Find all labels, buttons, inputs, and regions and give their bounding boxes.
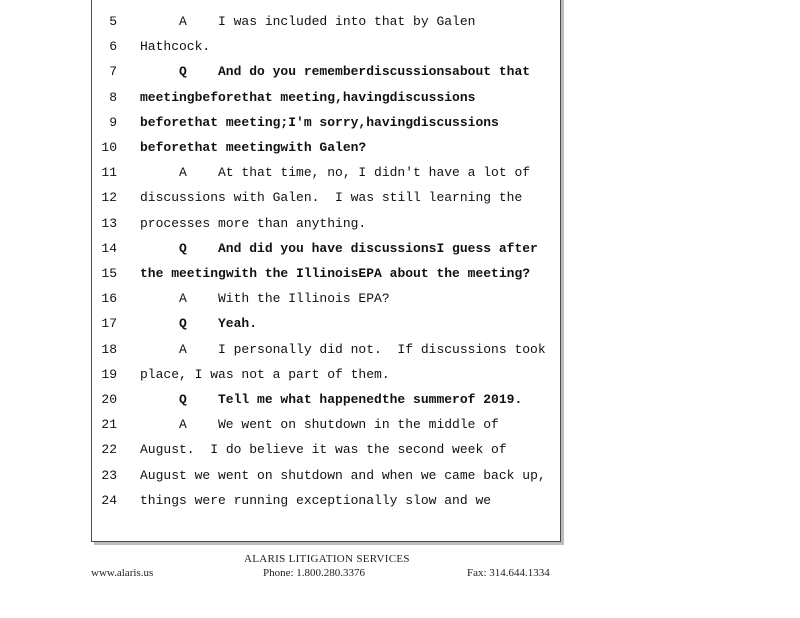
line-number: 15	[101, 266, 117, 281]
transcript-line	[92, 311, 560, 336]
answer-text: Hathcock.	[140, 39, 211, 55]
answer-text: place, I was not a part of them.	[140, 366, 390, 382]
question-text: beforethat meeting;I'm sorry,havingdiscussions	[140, 114, 499, 130]
answer-text: August we went on shutdown and when we came back up,	[140, 467, 546, 483]
answer-text: discussions with Galen. I was still learning the	[140, 190, 523, 206]
footer-company: ALARIS LITIGATION SERVICES	[244, 553, 410, 565]
question-text: Q And do you rememberdiscussionsabout that	[179, 64, 531, 80]
question-text: the meetingwith the IllinoisEPA about the meeting?	[140, 266, 531, 281]
answer-text: processes more than anything.	[140, 215, 367, 231]
transcript-line	[92, 488, 560, 513]
transcript-line	[92, 437, 560, 462]
answer-text: A I was included into that by Galen	[179, 14, 476, 29]
question-text: Q Yeah.	[179, 316, 258, 332]
transcript-line	[92, 412, 560, 437]
answer-text: A We went on shutdown in the middle of	[179, 417, 499, 433]
footer-fax: Fax: 314.644.1334	[467, 567, 550, 579]
line-number: 6	[109, 39, 117, 55]
line-number: 11	[101, 165, 117, 181]
line-number: 5	[109, 14, 117, 29]
line-number: 22	[101, 442, 117, 458]
transcript-line	[92, 135, 560, 160]
line-number: 13	[101, 215, 117, 231]
footer-website: www.alaris.us	[91, 567, 154, 579]
line-number: 17	[101, 316, 117, 332]
line-number: 12	[101, 190, 117, 206]
transcript-line	[92, 261, 560, 286]
line-number: 9	[109, 114, 117, 130]
transcript-line	[92, 337, 560, 362]
transcript-line	[92, 286, 560, 311]
transcript-line	[92, 59, 560, 84]
answer-text: A At that time, no, I didn't have a lot of	[179, 165, 531, 181]
transcript-line	[92, 236, 560, 261]
answer-text: A I personally did not. If discussions took	[179, 341, 546, 357]
transcript-line	[92, 34, 560, 59]
transcript-line	[92, 362, 560, 387]
footer-phone: Phone: 1.800.280.3376	[263, 567, 366, 579]
line-number: 19	[101, 366, 117, 382]
line-number: 24	[101, 492, 117, 508]
transcript-line	[92, 160, 560, 185]
line-number: 10	[101, 140, 117, 155]
question-text: beforethat meetingwith Galen?	[140, 140, 367, 155]
line-number: 20	[101, 392, 117, 407]
transcript-line	[92, 110, 560, 135]
page-footer	[91, 548, 561, 588]
question-text: Q And did you have discussionsI guess after	[179, 240, 538, 256]
transcript-page	[91, 0, 561, 542]
line-number: 8	[109, 89, 117, 105]
line-number: 14	[101, 240, 117, 256]
question-text: meetingbeforethat meeting,havingdiscussions	[140, 89, 476, 105]
line-number: 7	[109, 64, 117, 80]
answer-text: things were running exceptionally slow and we	[140, 492, 492, 508]
transcript-line	[92, 387, 560, 412]
transcript-line	[92, 85, 560, 110]
transcript-line	[92, 185, 560, 210]
answer-text: August. I do believe it was the second week of	[140, 442, 507, 458]
transcript-line	[92, 463, 560, 488]
line-number: 18	[101, 341, 117, 357]
line-number: 23	[101, 467, 117, 483]
transcript-line	[92, 211, 560, 236]
line-number: 16	[101, 291, 117, 307]
line-number: 21	[101, 417, 117, 433]
answer-text: A With the Illinois EPA?	[179, 291, 390, 307]
question-text: Q Tell me what happenedthe summerof 2019.	[179, 392, 523, 407]
transcript-line	[92, 9, 560, 34]
